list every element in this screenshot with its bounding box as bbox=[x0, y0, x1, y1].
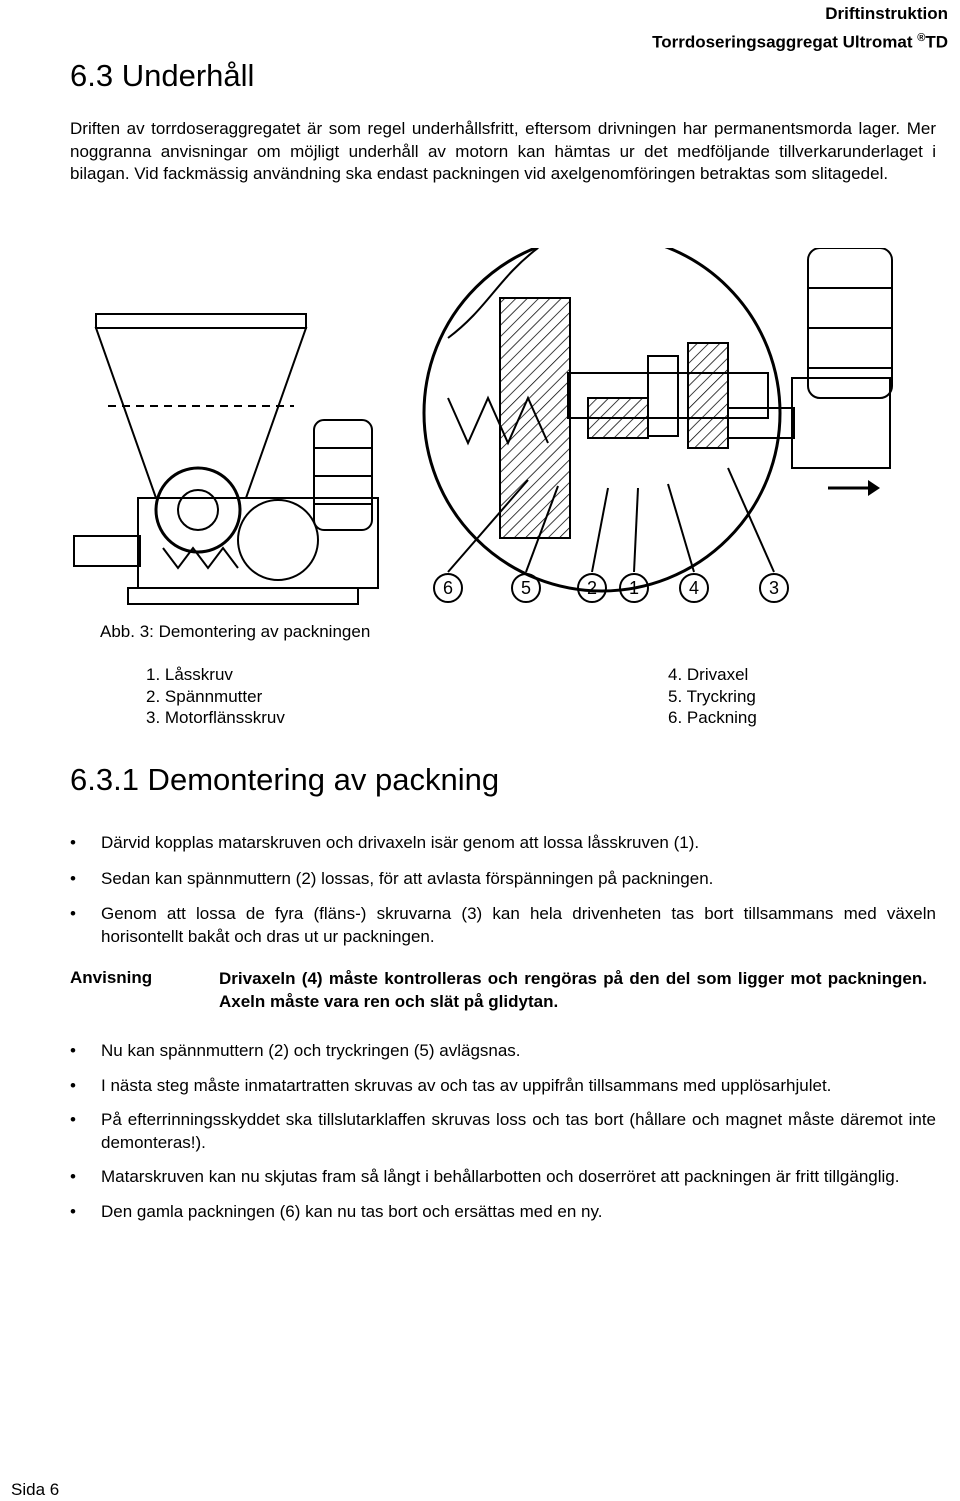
callout-5: 5 bbox=[520, 578, 532, 598]
list-item: • På efterrinningsskyddet ska tillslutarklaffen skruvas loss och tas bort (hållare och magnet måste däremot inte demonteras!). bbox=[70, 1109, 936, 1154]
header-product-suffix: TD bbox=[925, 32, 948, 52]
legend-item: 1. Låsskruv bbox=[146, 665, 233, 684]
header-doc-type: Driftinstruktion bbox=[825, 4, 948, 23]
list-item: • Nu kan spännmuttern (2) och tryckringen (5) avlägsnas. bbox=[70, 1040, 936, 1063]
list-item: • Genom att lossa de fyra (fläns-) skruvarna (3) kan hela drivenheten tas bort tillsammans med växeln horisontellt bakåt och dras ut ur packningen. bbox=[70, 903, 936, 948]
page-number: Sida 6 bbox=[11, 1480, 60, 1499]
subsection-title: 6.3.1 Demontering av packning bbox=[70, 762, 500, 797]
callout-4: 4 bbox=[688, 578, 700, 598]
header-product bbox=[652, 26, 948, 55]
list-item: • Därvid kopplas matarskruven och drivaxeln isär genom att lossa låsskruven (1). bbox=[70, 832, 936, 855]
list-item: • Den gamla packningen (6) kan nu tas bort och ersättas med en ny. bbox=[70, 1201, 936, 1224]
legend-right bbox=[668, 664, 757, 729]
steps-list-b bbox=[70, 1040, 936, 1223]
list-item: • I nästa steg måste inmatartratten skruvas av och tas av uppifrån tillsammans med upplösarhjulet. bbox=[70, 1075, 936, 1098]
callout-6: 6 bbox=[442, 578, 454, 598]
steps-list-a bbox=[70, 832, 936, 948]
note-text: Drivaxeln (4) måste kontrolleras och rengöras på den del som ligger mot packningen. Axeln måste vara ren och slät på glidytan. bbox=[219, 969, 927, 1011]
list-item: • Matarskruven kan nu skjutas fram så långt i behållarbotten och doserröret att packningen är fritt tillgänglig. bbox=[70, 1166, 936, 1189]
list-item: • Sedan kan spännmuttern (2) lossas, för att avlasta förspänningen på packningen. bbox=[70, 868, 936, 891]
callout-2: 2 bbox=[586, 578, 598, 598]
legend-item: 3. Motorflänsskruv bbox=[146, 708, 285, 727]
figure-caption: Abb. 3: Demontering av packningen bbox=[100, 622, 371, 641]
legend-item: 4. Drivaxel bbox=[668, 665, 749, 684]
section-title: 6.3 Underhåll bbox=[70, 58, 255, 93]
callout-3: 3 bbox=[768, 578, 780, 598]
note-label: Anvisning bbox=[70, 968, 153, 987]
legend-left bbox=[146, 664, 285, 729]
registered-mark: ® bbox=[917, 32, 926, 44]
page-header bbox=[652, 2, 948, 55]
legend-item: 5. Tryckring bbox=[668, 686, 756, 706]
callout-1: 1 bbox=[628, 578, 640, 598]
header-product-name: Torrdoseringsaggregat Ultromat bbox=[652, 32, 913, 52]
figure-disassembly-drawing bbox=[68, 248, 898, 608]
intro-paragraph: Driften av torrdoseraggregatet är som regel underhållsfritt, eftersom drivningen har permanentsmorda lager. Mer noggranna anvisningar om möjligt underhåll av motorn kan hämtas ur det medföljande tillverkarunderlaget i bilagan. Vid fackmässig användning ska endast packningen vid axelgenomföringen betraktas som slitagedel. bbox=[70, 119, 936, 183]
legend-item: 2. Spännmutter bbox=[146, 686, 263, 706]
legend-item: 6. Packning bbox=[668, 708, 757, 727]
